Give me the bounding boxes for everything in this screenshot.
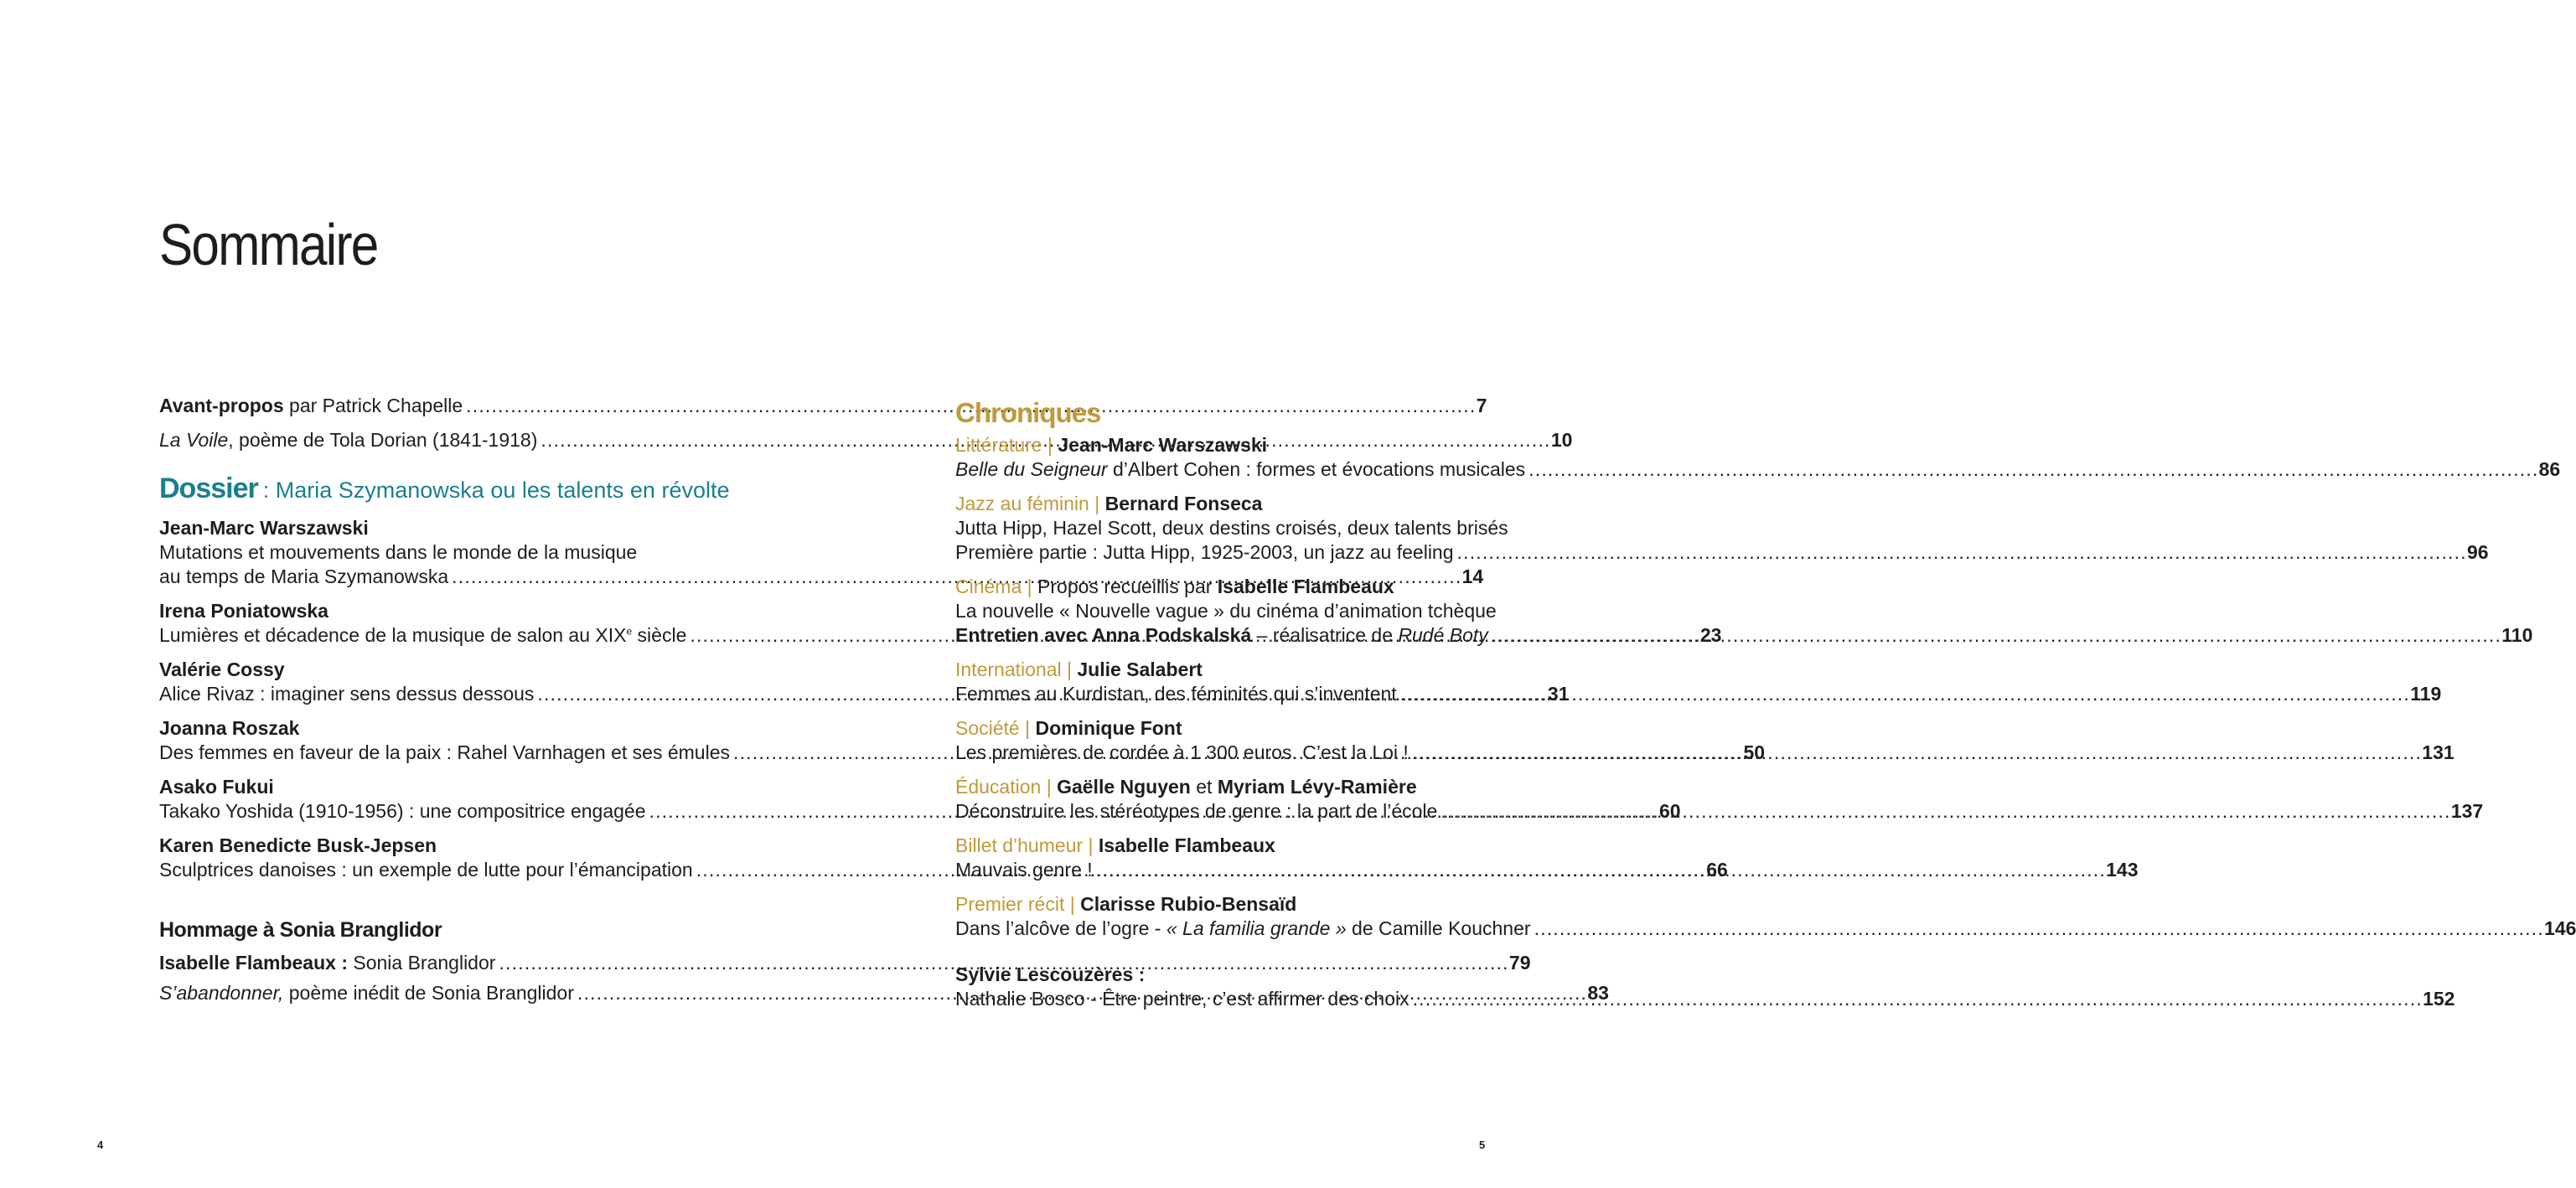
page-ref: 86 xyxy=(2538,458,2561,480)
page-ref: 23 xyxy=(1699,624,1722,646)
hommage-heading: Hommage à Sonia Branglidor xyxy=(159,918,442,942)
chronique-entry[interactable]: Société | Dominique Font Les premières de cordée à 1 300 euros. C’est la Loi ! . . . 131 xyxy=(955,716,1463,765)
page-number-right: 5 xyxy=(1479,1139,1486,1151)
dossier-entry[interactable]: Joanna Roszak Des femmes en faveur de la paix : Rahel Varnhagen et ses émules . . . 50 xyxy=(159,716,667,765)
page-ref: 83 xyxy=(1587,982,1609,1004)
page-ref: 131 xyxy=(2422,741,2454,763)
page-number-left: 4 xyxy=(97,1139,104,1151)
page-ref: 119 xyxy=(2410,683,2442,705)
leader-dots xyxy=(1492,623,2498,648)
page-ref: 7 xyxy=(1476,395,1487,416)
dossier-heading: Dossier : Maria Szymanowska ou les talents en révolte xyxy=(159,473,730,504)
leader-dots xyxy=(1457,540,2464,565)
leader-dots xyxy=(1096,858,2103,882)
toc-entry-hommage[interactable]: S’abandonner, poème inédit de Sonia Branglidor . . . 83 xyxy=(159,981,667,1005)
toc-entry-avant-propos[interactable]: Avant-propos par Patrick Chapelle . . . 7 xyxy=(159,394,667,418)
page-ref: 31 xyxy=(1547,683,1570,705)
dossier-entry[interactable]: Irena Poniatowska Lumières et décadence de la musique de salon au XIXe siècle . . . 23 xyxy=(159,599,667,648)
dossier-entry[interactable]: Jean-Marc Warszawski Mutations et mouvements dans le monde de la musique au temps de Maria Szymanowska . . . 14 xyxy=(159,516,667,589)
page-ref: 50 xyxy=(1743,741,1766,763)
page-title: Sommaire xyxy=(159,212,378,277)
chronique-entry[interactable]: Cinéma | Propos recueillis par Isabelle Flambeaux La nouvelle « Nouvelle vague » du cinéma d’animation tchèque Entretien avec Anna Podskalská – réalisatrice de Rudé Boty . . . 110 xyxy=(955,575,1463,648)
page-ref: 60 xyxy=(1659,800,1681,822)
page-ref: 146 xyxy=(2544,917,2576,939)
dossier-entry[interactable]: Valérie Cossy Alice Rivaz : imaginer sens dessus dessous . . . 31 xyxy=(159,658,667,706)
leader-dots xyxy=(1412,741,2418,765)
page-ref: 137 xyxy=(2450,800,2484,822)
chronique-entry[interactable]: Premier récit | Clarisse Rubio-Bensaïd Dans l’alcôve de l’ogre - « La familia grande » de Camille Kouchner . . . 146 xyxy=(955,892,1463,941)
chronique-entry[interactable]: Billet d’humeur | Isabelle Flambeaux Mauvais genre ! . . . 143 xyxy=(955,834,1463,882)
chronique-entry[interactable]: Éducation | Gaëlle Nguyen et Myriam Lévy-Ramière Déconstruire les stéréotypes de genre : la part de l’école . . . 137 xyxy=(955,775,1463,824)
page-ref: 79 xyxy=(1508,952,1531,974)
toc-entry-hommage[interactable]: Isabelle Flambeaux : Sonia Branglidor . . . 79 xyxy=(159,951,667,975)
page-ref: 110 xyxy=(2501,624,2533,646)
chronique-entry[interactable]: Jazz au féminin | Bernard Fonseca Jutta Hipp, Hazel Scott, deux destins croisés, deux talents brisés Première partie : Jutta Hipp, 1925-2003, un jazz au feeling . . . 96 xyxy=(955,492,1463,565)
page-ref: 14 xyxy=(1461,566,1484,587)
page-ref: 96 xyxy=(2467,541,2489,563)
leader-dots xyxy=(1441,799,2447,824)
leader-dots xyxy=(1534,917,2541,941)
chronique-entry[interactable]: Littérature | Jean-Marc Warszawski Belle du Seigneur d’Albert Cohen : formes et évocations musicales . . . 86 xyxy=(955,433,1463,482)
dossier-entry[interactable]: Asako Fukui Takako Yoshida (1910-1956) : une compositrice engagée . . . 60 xyxy=(159,775,667,824)
toc-entry-la-voile[interactable]: La Voile, poème de Tola Dorian (1841-1918) . . . 10 xyxy=(159,428,667,452)
leader-dots xyxy=(1529,457,2535,482)
dossier-entry[interactable]: Karen Benedicte Busk-Jepsen Sculptrices danoises : un exemple de lutte pour l’émancipation . . . 66 xyxy=(159,834,667,882)
leader-dots xyxy=(1413,987,2419,1011)
chroniques-heading: Chroniques xyxy=(955,397,1101,428)
page-ref: 10 xyxy=(1550,429,1573,451)
page-ref: 66 xyxy=(1706,859,1728,881)
leader-dots xyxy=(1400,682,2407,706)
page-ref: 152 xyxy=(2423,988,2455,1010)
chronique-entry[interactable]: Sylvie Lescouzères : Nathalie Bosco - Être peintre, c’est affirmer des choix . . . 152 xyxy=(955,963,1463,1011)
page-ref: 143 xyxy=(2106,859,2139,881)
chronique-entry[interactable]: International | Julie Salabert Femmes au Kurdistan, des féminités qui s’inventent . . . 119 xyxy=(955,658,1463,706)
